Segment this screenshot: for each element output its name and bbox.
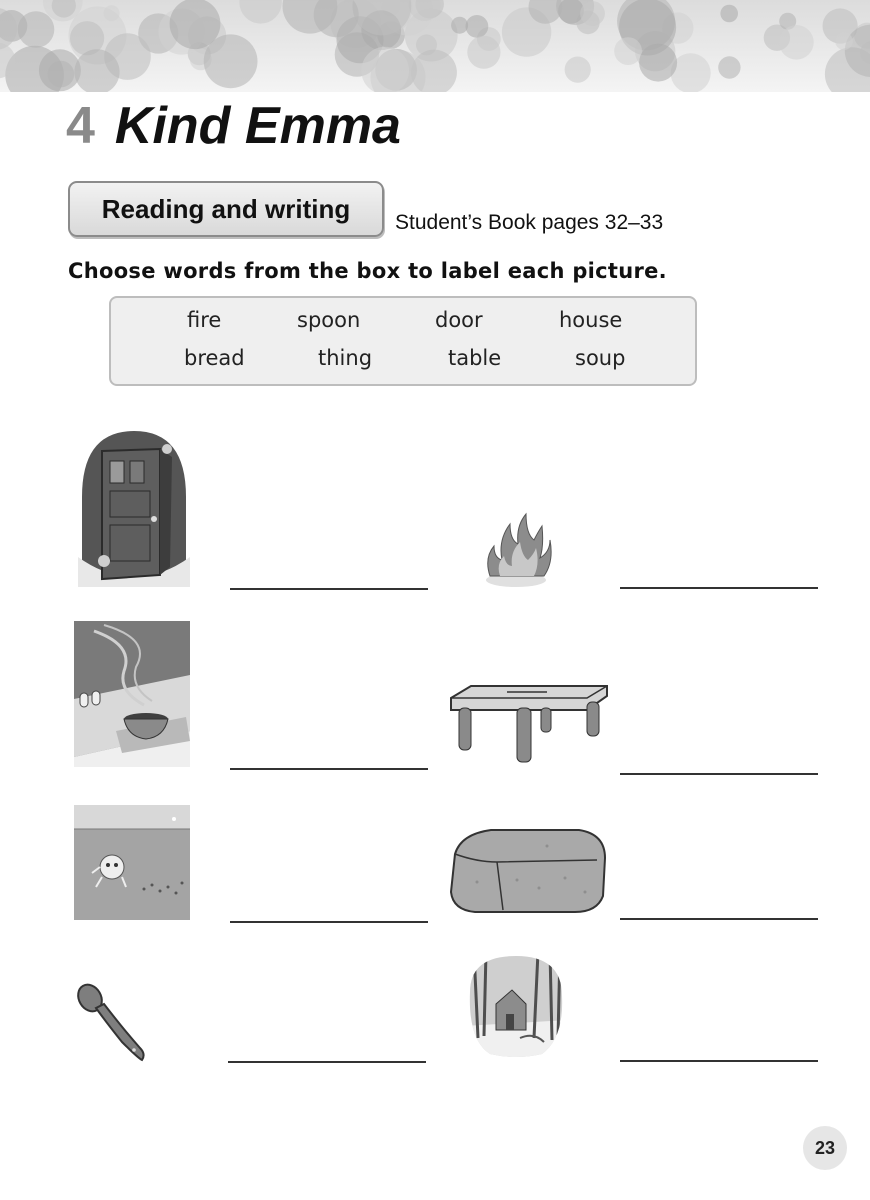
word-item: thing: [318, 346, 373, 370]
unit-number: 4: [66, 97, 95, 155]
house-in-woods-picture: [464, 952, 568, 1058]
word-box: [109, 296, 697, 386]
answer-line[interactable]: [620, 1060, 818, 1062]
word-item: spoon: [297, 308, 361, 332]
spoon-picture: [76, 982, 148, 1066]
word-item: table: [448, 346, 502, 370]
unit-heading: [66, 96, 401, 166]
word-item: door: [435, 308, 483, 332]
answer-line[interactable]: [230, 921, 428, 923]
instruction-text: Choose words from the box to label each picture.: [68, 259, 667, 283]
thing-creature-picture: [74, 805, 190, 920]
page-number: 23: [803, 1126, 847, 1170]
fire-picture: [482, 510, 554, 588]
book-reference: Student’s Book pages 32–33: [395, 211, 664, 234]
bubble-banner: [0, 0, 870, 92]
answer-line[interactable]: [230, 768, 428, 770]
table-picture: [447, 682, 611, 766]
answer-line[interactable]: [620, 587, 818, 589]
door-picture: [72, 427, 196, 591]
answer-line[interactable]: [228, 1061, 426, 1063]
soup-bowl-picture: [74, 621, 190, 767]
answer-line[interactable]: [620, 918, 818, 920]
word-item: house: [559, 308, 623, 332]
unit-title: Kind Emma: [114, 97, 401, 155]
section-tab: Reading and writing: [68, 181, 384, 237]
word-item: fire: [187, 308, 222, 332]
bread-loaf-picture: [447, 822, 611, 916]
answer-line[interactable]: [620, 773, 818, 775]
word-item: soup: [575, 346, 626, 370]
word-item: bread: [184, 346, 245, 370]
answer-line[interactable]: [230, 588, 428, 590]
